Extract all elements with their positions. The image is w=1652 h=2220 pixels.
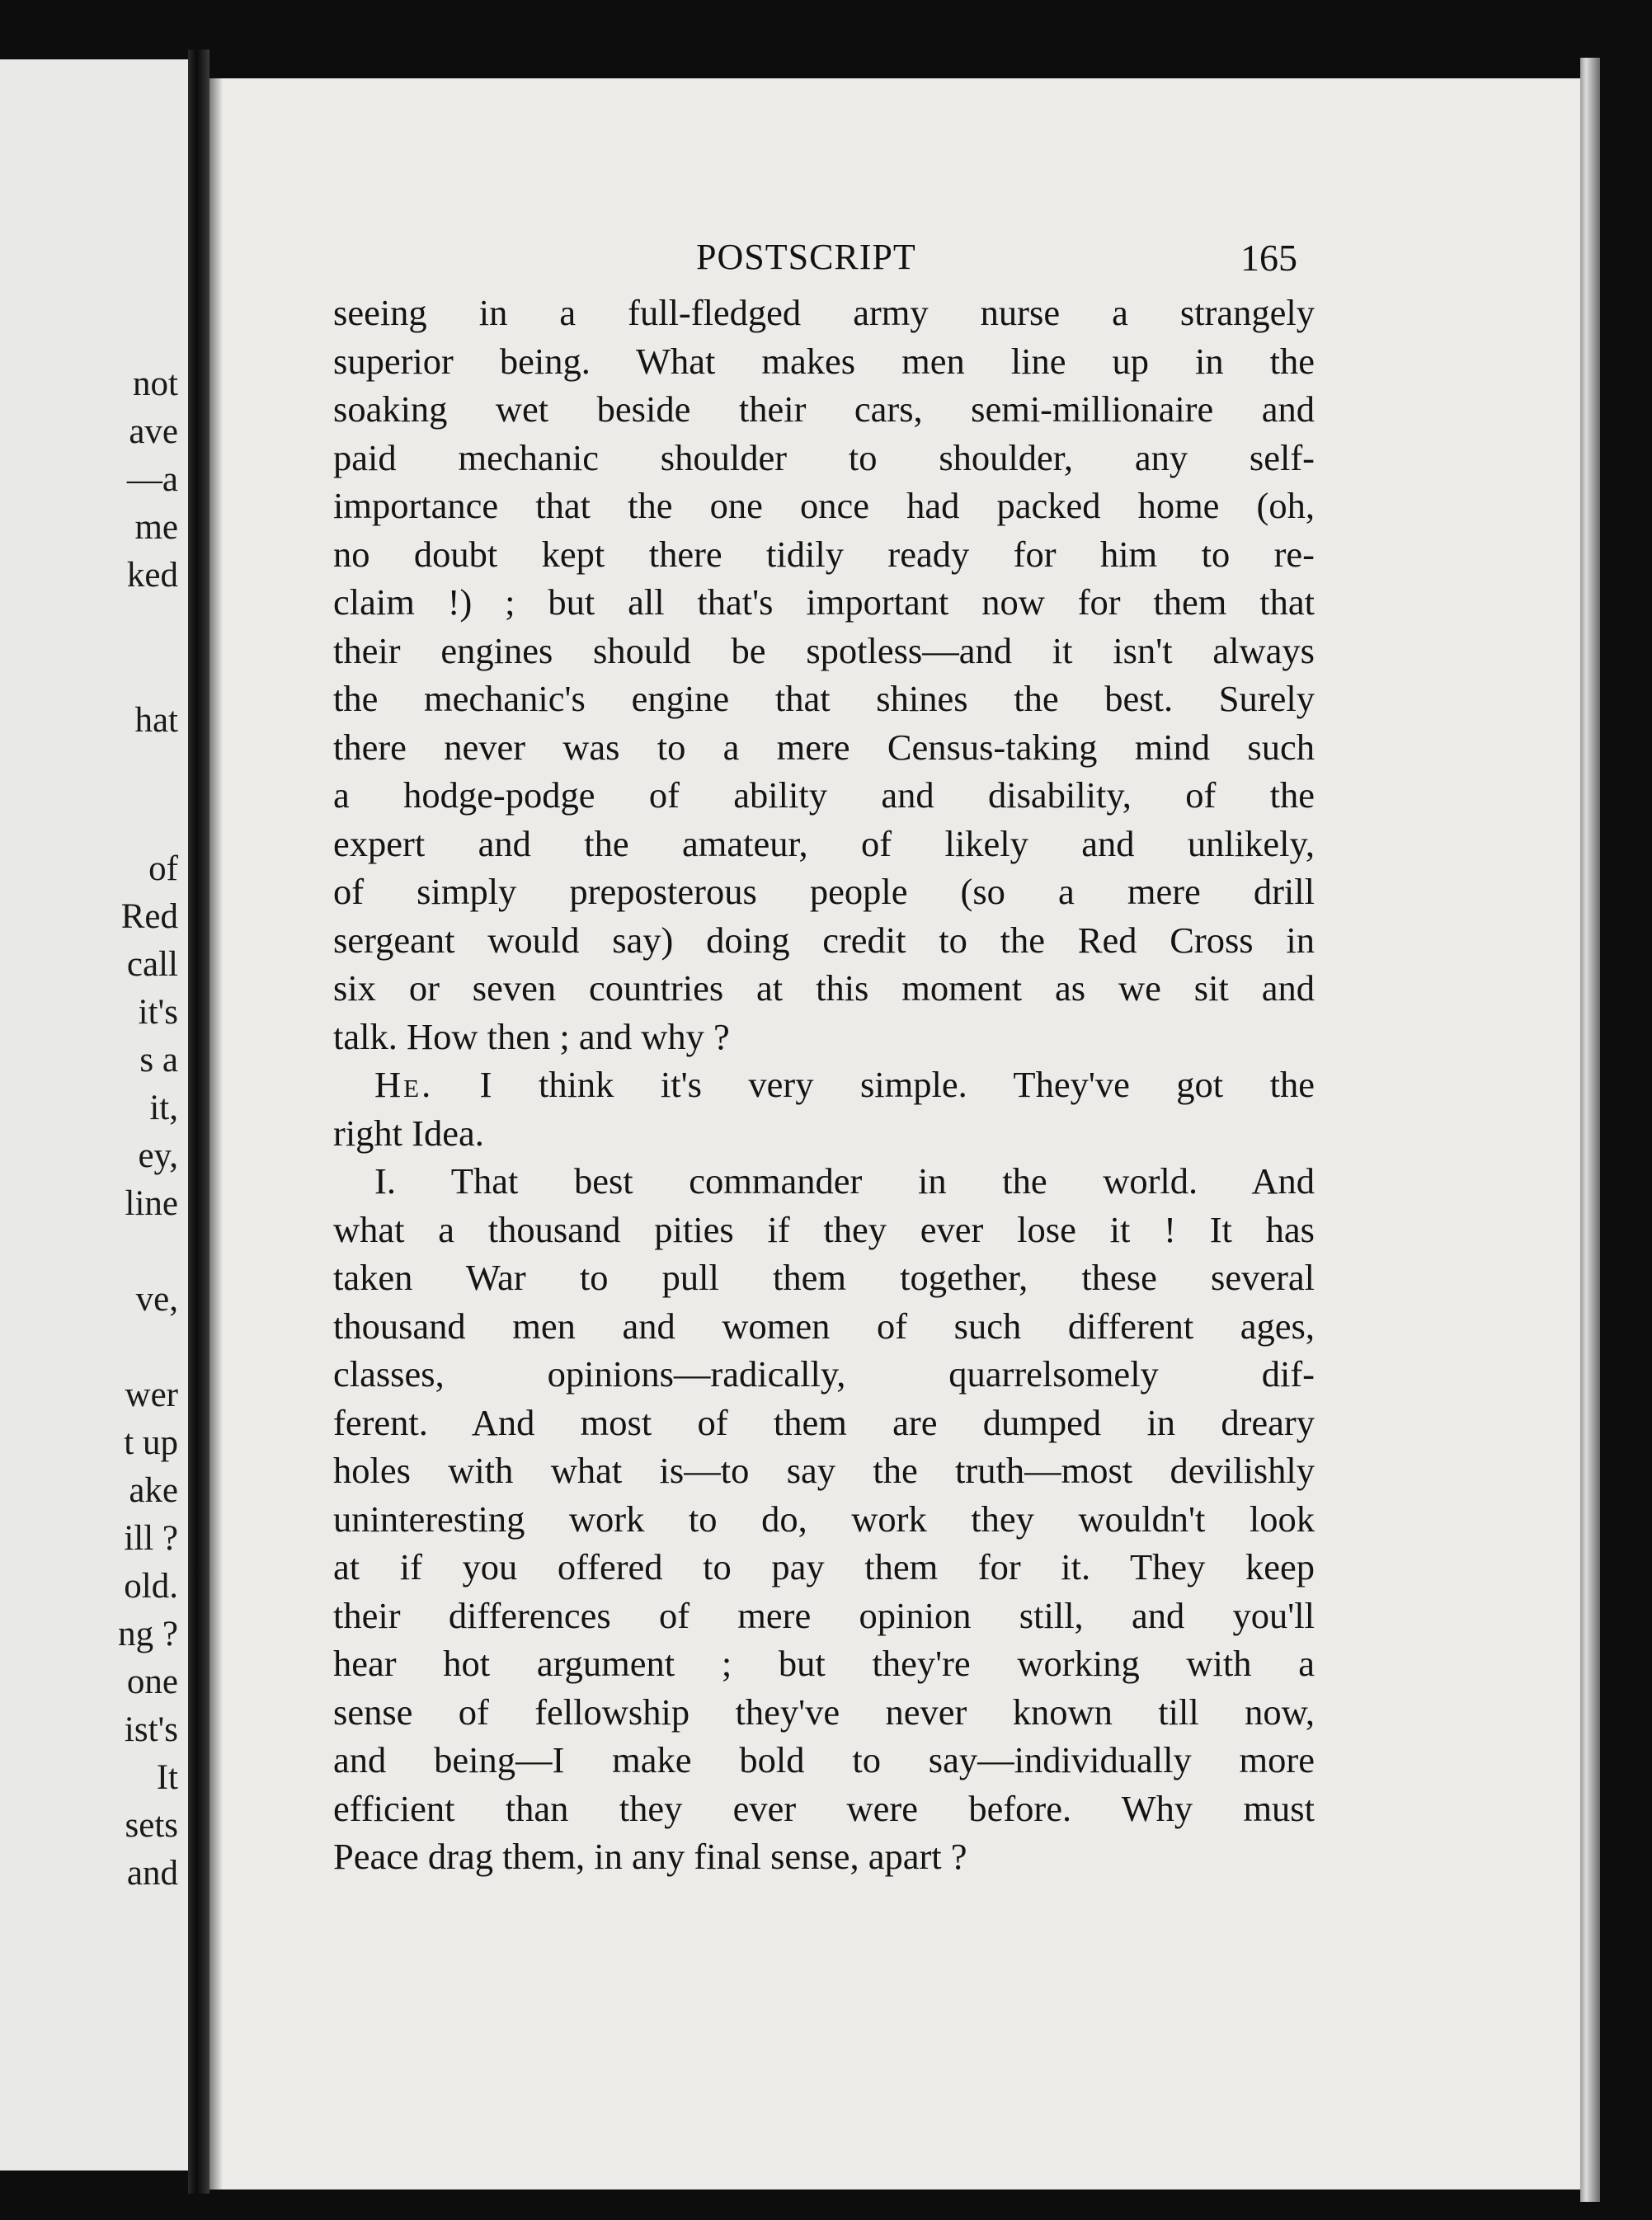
text-line: six or seven countries at this moment as we sit and (333, 967, 1315, 1009)
text-line: their differences of mere opinion still, and you'll (333, 1594, 1315, 1636)
book-page (209, 78, 1580, 2189)
text-line: the mechanic's engine that shines the best. Surely (333, 678, 1315, 719)
text-line: and being—I make bold to say—individually more (333, 1739, 1315, 1780)
facing-page-text: of (148, 849, 178, 888)
text-line: there never was to a mere Census-taking mind such (333, 726, 1315, 768)
page-number: 165 (1240, 237, 1297, 279)
text-line: of simply preposterous people (so a mere drill (333, 871, 1315, 912)
text-line: ferent. And most of them are dumped in dreary (333, 1401, 1315, 1443)
running-header (209, 236, 1580, 285)
dialogue-line-he (333, 1061, 1315, 1109)
text-line: what a thousand pities if they ever lose it ! It has (333, 1208, 1315, 1250)
text-line: uninteresting work to do, work they wouldn't look (333, 1498, 1315, 1540)
text-line: no doubt kept there tidily ready for him to re- (333, 533, 1315, 575)
text-line: their engines should be spotless—and it isn't always (333, 629, 1315, 671)
facing-page-text: and (126, 1854, 178, 1893)
facing-page-text: ked (126, 556, 178, 595)
facing-page-text: s a (139, 1041, 178, 1079)
facing-page-text: it's (138, 993, 178, 1032)
facing-page-text: ist's (124, 1710, 178, 1749)
text-line: I. That best commander in the world. And (374, 1160, 1315, 1202)
speaker-label: He. (374, 1064, 434, 1105)
page-edge (1580, 58, 1600, 2202)
facing-page-text: ill ? (124, 1519, 178, 1558)
body-text (333, 289, 1315, 1881)
text-line: sense of fellowship they've never known till now, (333, 1691, 1315, 1733)
facing-page-text: old. (124, 1567, 178, 1606)
facing-page-text: t up (124, 1423, 178, 1462)
facing-page-text: hat (134, 701, 178, 740)
text-line: efficient than they ever were before. Why must (333, 1787, 1315, 1829)
text-line: right Idea. (333, 1112, 484, 1154)
book-gutter (188, 49, 209, 2194)
text-line: paid mechanic shoulder to shoulder, any self- (333, 436, 1315, 478)
facing-page-text: ve, (135, 1280, 178, 1319)
facing-page-text: one (126, 1663, 178, 1701)
text-line: Peace drag them, in any final sense, apart ? (333, 1836, 967, 1877)
running-title: POSTSCRIPT (696, 237, 916, 277)
facing-page-text: ey, (138, 1136, 178, 1175)
facing-page-text: Red (120, 897, 178, 936)
text-line: holes with what is—to say the truth—most devilishly (333, 1450, 1315, 1491)
text-line: classes, opinions—radically, quarrelsomely dif- (333, 1353, 1315, 1395)
facing-page-text: not (133, 365, 178, 403)
text-line: importance that the one once had packed home (oh, (333, 485, 1315, 526)
facing-page-text: ave (129, 412, 178, 451)
facing-page-text: ake (129, 1471, 178, 1510)
text-line: hear hot argument ; but they're working with a (333, 1643, 1315, 1684)
facing-page-text: me (134, 508, 178, 547)
facing-page-text: it, (149, 1089, 178, 1127)
text-line: at if you offered to pay them for it. They keep (333, 1546, 1315, 1587)
text-line: sergeant would say) doing credit to the Red Cross in (333, 919, 1315, 961)
facing-page-text: It (156, 1758, 178, 1797)
text-line: seeing in a full-fledged army nurse a strangely (333, 292, 1315, 333)
text-line: soaking wet beside their cars, semi-millionaire and (333, 388, 1315, 430)
facing-page-text: line (125, 1184, 178, 1223)
text-line: taken War to pull them together, these several (333, 1257, 1315, 1298)
text-line: expert and the amateur, of likely and unlikely, (333, 822, 1315, 864)
text-line: superior being. What makes men line up in the (333, 340, 1315, 382)
text-line: thousand men and women of such different ages, (333, 1305, 1315, 1347)
facing-page-fragment (0, 59, 188, 2171)
facing-page-text: call (126, 945, 178, 984)
text-line: a hodge-podge of ability and disability, of the (333, 774, 1315, 816)
text-line: claim !) ; but all that's important now for them that (333, 581, 1315, 623)
text-line: talk. How then ; and why ? (333, 1015, 730, 1057)
facing-page-text: —a (126, 460, 178, 499)
facing-page-text: sets (125, 1806, 178, 1845)
dialogue-text: I think it's very simple. They've got the (479, 1064, 1315, 1105)
facing-page-text: ng ? (118, 1615, 178, 1653)
facing-page-text: wer (125, 1376, 178, 1414)
